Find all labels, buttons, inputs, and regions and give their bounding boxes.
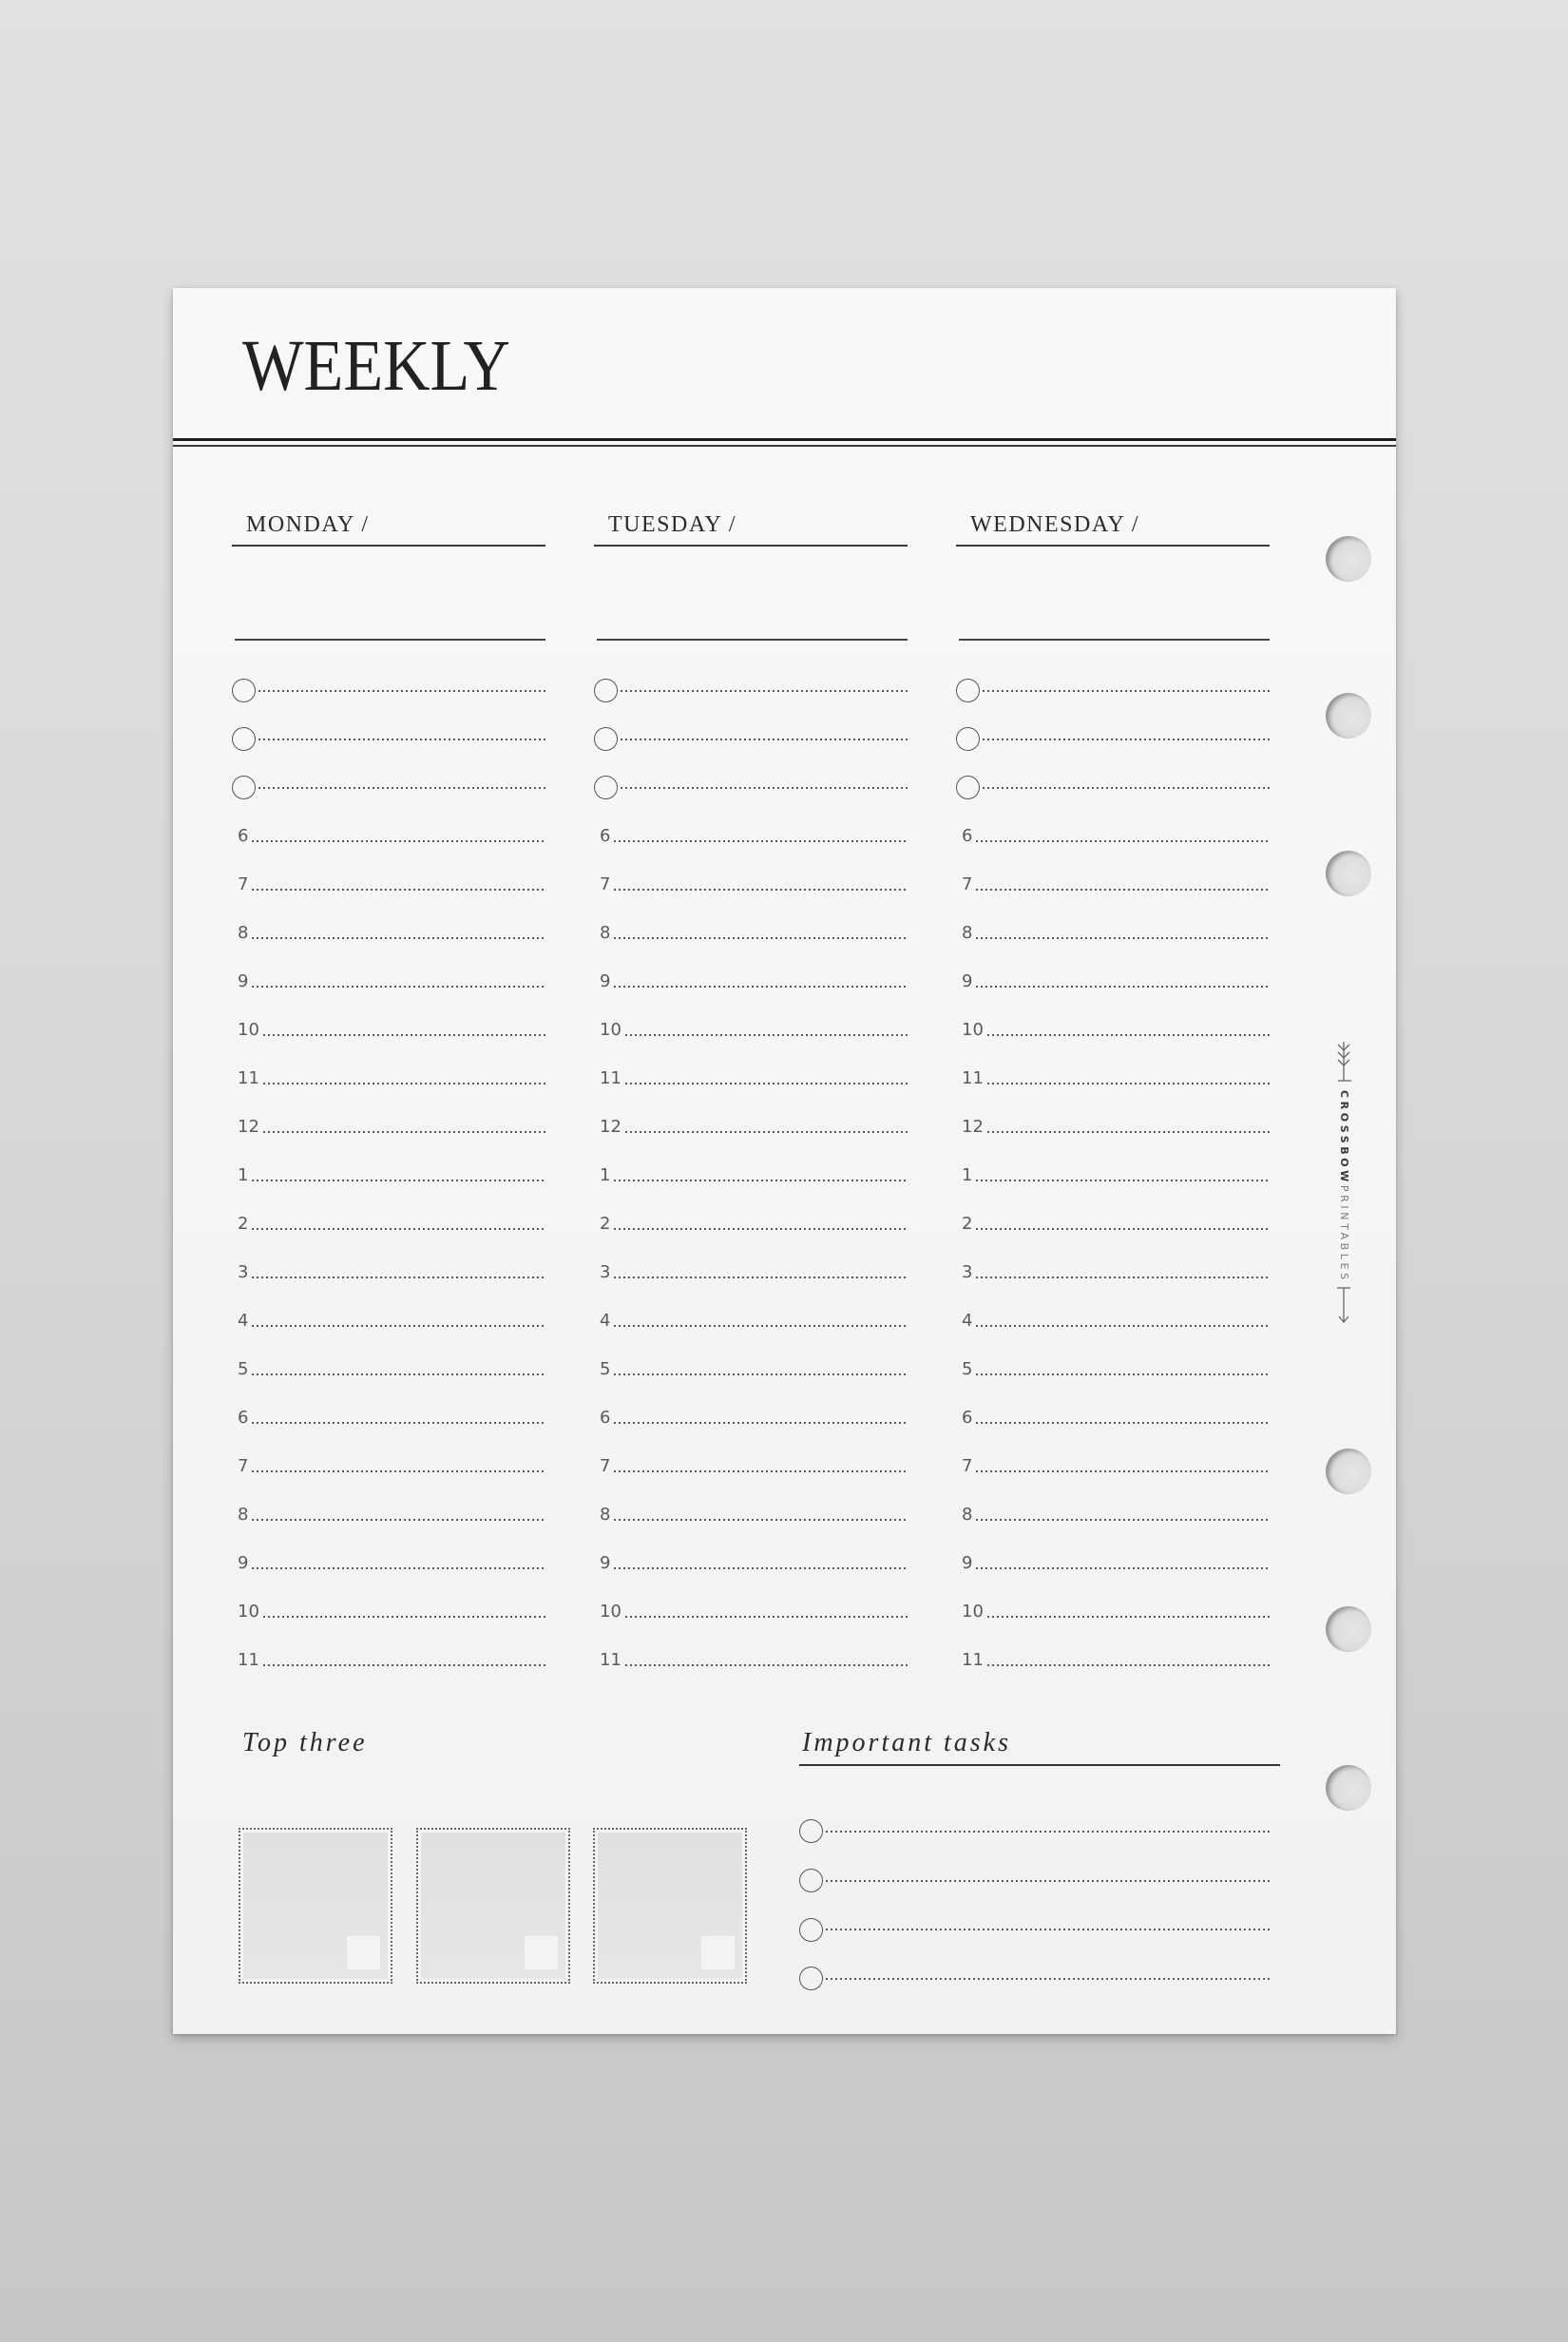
- hour-label: 9: [600, 1552, 611, 1573]
- hour-label: 10: [962, 1601, 984, 1622]
- hour-label: 7: [600, 1455, 611, 1476]
- dotted-line: [614, 1180, 908, 1181]
- hour-row: [232, 1054, 545, 1103]
- dotted-line: [614, 1228, 908, 1230]
- hour-row: [232, 860, 545, 909]
- dotted-line: [621, 787, 908, 789]
- hour-row: [594, 860, 908, 909]
- day-label-underline: [956, 545, 1270, 547]
- hour-label: 2: [962, 1213, 973, 1234]
- hour-row: [232, 1587, 545, 1636]
- hour-row: [956, 1054, 1270, 1103]
- hour-row: [594, 1054, 908, 1103]
- hour-label: 5: [962, 1358, 973, 1379]
- hour-row: [594, 1393, 908, 1442]
- hour-label: 8: [600, 1504, 611, 1525]
- hour-label: 11: [600, 1067, 621, 1088]
- top-three-box-2: [416, 1828, 570, 1984]
- hour-row: [594, 1539, 908, 1587]
- hour-row: [232, 1103, 545, 1151]
- dotted-line: [621, 739, 908, 740]
- dotted-line: [614, 1519, 908, 1521]
- dotted-line: [614, 1470, 908, 1472]
- brand-logo: [1336, 1090, 1351, 1283]
- hour-row: [956, 1539, 1270, 1587]
- dotted-line: [252, 1470, 545, 1472]
- binder-hole: [1326, 1606, 1371, 1652]
- day-label-underline: [594, 545, 908, 547]
- hour-row: [594, 1442, 908, 1490]
- dotted-line: [987, 1131, 1270, 1133]
- hour-row: [594, 1636, 908, 1684]
- hour-row: [232, 1151, 545, 1200]
- hour-row: [956, 909, 1270, 957]
- top-three-box-3: [593, 1828, 747, 1984]
- checkbox-circle: [956, 776, 980, 799]
- hour-row: [956, 1248, 1270, 1296]
- hour-row: [232, 1539, 545, 1587]
- important-tasks-underline: [799, 1764, 1280, 1766]
- day-notes-line: [959, 639, 1270, 641]
- dotted-line: [976, 1228, 1270, 1230]
- hour-row: [594, 1151, 908, 1200]
- hour-row: [956, 957, 1270, 1006]
- hour-row: [956, 1006, 1270, 1054]
- important-tasks-title: Important tasks: [802, 1728, 1011, 1757]
- hour-row: [594, 1006, 908, 1054]
- binder-hole: [1326, 1449, 1371, 1494]
- box-corner-square: [525, 1936, 558, 1969]
- brand-name-bold: CROSSBOW: [1338, 1090, 1350, 1185]
- hour-label: 11: [238, 1067, 259, 1088]
- hour-label: 7: [962, 1455, 973, 1476]
- dotted-line: [625, 1034, 908, 1036]
- dotted-line: [976, 1567, 1270, 1569]
- hour-label: 8: [238, 1504, 249, 1525]
- hour-label: 1: [962, 1164, 973, 1185]
- dotted-line: [987, 1664, 1270, 1666]
- hour-row: [956, 1296, 1270, 1345]
- hour-row: [232, 1345, 545, 1393]
- dotted-line: [263, 1034, 545, 1036]
- dotted-line: [976, 1325, 1270, 1327]
- hour-row: [956, 1490, 1270, 1539]
- hour-label: 10: [962, 1019, 984, 1040]
- todo-row: [594, 666, 908, 715]
- hour-label: 5: [238, 1358, 249, 1379]
- hour-label: 2: [238, 1213, 249, 1234]
- dotted-line: [252, 889, 545, 891]
- checkbox-circle: [799, 1918, 823, 1942]
- dotted-line: [987, 1616, 1270, 1618]
- checkbox-circle: [594, 776, 618, 799]
- hour-row: [956, 1636, 1270, 1684]
- dotted-line: [252, 1567, 545, 1569]
- dotted-line: [976, 889, 1270, 891]
- day-notes-line: [235, 639, 545, 641]
- hour-label: 4: [238, 1310, 249, 1331]
- hour-label: 10: [238, 1019, 259, 1040]
- dotted-line: [614, 986, 908, 988]
- hour-row: [232, 909, 545, 957]
- dotted-line: [258, 787, 545, 789]
- day-column-tuesday: [594, 288, 908, 2034]
- dotted-line: [976, 937, 1270, 939]
- day-label-wednesday: WEDNESDAY /: [970, 512, 1140, 537]
- hour-row: [956, 1151, 1270, 1200]
- dotted-line: [976, 1422, 1270, 1424]
- checkbox-circle: [232, 679, 256, 702]
- hour-label: 10: [600, 1019, 621, 1040]
- hour-label: 10: [600, 1601, 621, 1622]
- hour-row: [594, 1490, 908, 1539]
- page-title: WEEKLY: [242, 326, 510, 406]
- hour-label: 3: [600, 1261, 611, 1282]
- checkbox-circle: [799, 1819, 823, 1843]
- hour-label: 10: [238, 1601, 259, 1622]
- dotted-line: [976, 1519, 1270, 1521]
- dotted-line: [976, 1373, 1270, 1375]
- dotted-line: [987, 1083, 1270, 1085]
- hour-label: 7: [962, 873, 973, 894]
- hour-row: [956, 1587, 1270, 1636]
- dotted-line: [976, 986, 1270, 988]
- todo-row: [594, 763, 908, 812]
- todo-row: [232, 763, 545, 812]
- hour-label: 7: [600, 873, 611, 894]
- hour-row: [956, 1200, 1270, 1248]
- hour-label: 2: [600, 1213, 611, 1234]
- hour-label: 9: [238, 1552, 249, 1573]
- checkbox-circle: [956, 679, 980, 702]
- dotted-line: [614, 1325, 908, 1327]
- todo-row: [799, 1954, 1270, 2004]
- hour-label: 4: [962, 1310, 973, 1331]
- hour-label: 9: [600, 970, 611, 991]
- hour-row: [956, 860, 1270, 909]
- box-corner-square: [347, 1936, 380, 1969]
- hour-row: [232, 957, 545, 1006]
- checkbox-circle: [232, 727, 256, 751]
- hour-row: [232, 1442, 545, 1490]
- dotted-line: [976, 1470, 1270, 1472]
- dotted-line: [983, 787, 1270, 789]
- hour-label: 4: [600, 1310, 611, 1331]
- hour-label: 7: [238, 1455, 249, 1476]
- day-column-wednesday: [956, 288, 1270, 2034]
- hour-label: 6: [238, 1407, 249, 1428]
- hour-label: 3: [962, 1261, 973, 1282]
- hour-row: [594, 1587, 908, 1636]
- dotted-line: [252, 1228, 545, 1230]
- dotted-line: [826, 1831, 1270, 1833]
- dotted-line: [263, 1131, 545, 1133]
- top-three-title: Top three: [242, 1728, 368, 1757]
- hour-row: [956, 1345, 1270, 1393]
- hour-label: 8: [238, 922, 249, 943]
- hour-label: 6: [600, 825, 611, 846]
- todo-row: [799, 1856, 1270, 1906]
- dotted-line: [625, 1083, 908, 1085]
- dotted-line: [252, 1422, 545, 1424]
- hour-label: 1: [600, 1164, 611, 1185]
- dotted-line: [252, 986, 545, 988]
- checkbox-circle: [232, 776, 256, 799]
- checkbox-circle: [594, 727, 618, 751]
- dotted-line: [258, 690, 545, 692]
- hour-label: 11: [962, 1067, 984, 1088]
- dotted-line: [614, 1422, 908, 1424]
- dotted-line: [614, 840, 908, 842]
- binder-hole: [1326, 1765, 1371, 1811]
- dotted-line: [614, 1277, 908, 1278]
- dotted-line: [826, 1978, 1270, 1980]
- checkbox-circle: [956, 727, 980, 751]
- hour-row: [232, 1636, 545, 1684]
- dotted-line: [621, 690, 908, 692]
- planner-sheet: [173, 288, 1396, 2034]
- day-column-monday: [232, 288, 545, 2034]
- dotted-line: [614, 1373, 908, 1375]
- hour-label: 8: [962, 922, 973, 943]
- todo-row: [799, 1905, 1270, 1954]
- dotted-line: [625, 1616, 908, 1618]
- hour-row: [956, 812, 1270, 860]
- hour-row: [956, 1393, 1270, 1442]
- dotted-line: [252, 1519, 545, 1521]
- hour-label: 6: [600, 1407, 611, 1428]
- hour-label: 6: [238, 825, 249, 846]
- dotted-line: [976, 1180, 1270, 1181]
- day-label-tuesday: TUESDAY /: [608, 512, 737, 537]
- dotted-line: [252, 937, 545, 939]
- hour-row: [594, 1345, 908, 1393]
- dotted-line: [258, 739, 545, 740]
- hour-row: [232, 1296, 545, 1345]
- brand-name-light: PRINTABLES: [1338, 1184, 1350, 1283]
- hour-row: [594, 812, 908, 860]
- dotted-line: [252, 1180, 545, 1181]
- checkbox-circle: [799, 1967, 823, 1990]
- day-label-underline: [232, 545, 545, 547]
- hour-row: [956, 1103, 1270, 1151]
- day-notes-line: [597, 639, 908, 641]
- todo-row: [232, 715, 545, 763]
- binder-hole: [1326, 536, 1371, 582]
- hour-label: 3: [238, 1261, 249, 1282]
- hour-row: [232, 1248, 545, 1296]
- dotted-line: [614, 889, 908, 891]
- box-corner-square: [701, 1936, 735, 1969]
- hour-label: 6: [962, 825, 973, 846]
- dotted-line: [614, 1567, 908, 1569]
- dotted-line: [976, 1277, 1270, 1278]
- todo-row: [956, 715, 1270, 763]
- hour-row: [594, 1296, 908, 1345]
- dotted-line: [263, 1616, 545, 1618]
- hour-row: [594, 1103, 908, 1151]
- dotted-line: [976, 840, 1270, 842]
- hour-label: 12: [962, 1116, 984, 1137]
- hour-label: 8: [962, 1504, 973, 1525]
- hour-label: 9: [962, 1552, 973, 1573]
- hour-row: [594, 1200, 908, 1248]
- hour-label: 9: [962, 970, 973, 991]
- todo-row: [799, 1807, 1270, 1856]
- day-label-monday: MONDAY /: [246, 512, 370, 537]
- dotted-line: [263, 1664, 545, 1666]
- dotted-line: [252, 840, 545, 842]
- dotted-line: [826, 1880, 1270, 1882]
- checkbox-circle: [594, 679, 618, 702]
- hour-row: [594, 957, 908, 1006]
- todo-row: [956, 666, 1270, 715]
- hour-row: [232, 812, 545, 860]
- dotted-line: [614, 937, 908, 939]
- hour-label: 11: [238, 1649, 259, 1670]
- hour-label: 12: [238, 1116, 259, 1137]
- top-three-box-1: [239, 1828, 392, 1984]
- hour-row: [232, 1006, 545, 1054]
- hour-label: 6: [962, 1407, 973, 1428]
- todo-row: [594, 715, 908, 763]
- hour-label: 5: [600, 1358, 611, 1379]
- hour-label: 11: [600, 1649, 621, 1670]
- dotted-line: [987, 1034, 1270, 1036]
- dotted-line: [983, 690, 1270, 692]
- hour-row: [232, 1200, 545, 1248]
- dotted-line: [263, 1083, 545, 1085]
- hour-row: [232, 1490, 545, 1539]
- hour-label: 8: [600, 922, 611, 943]
- dotted-line: [252, 1277, 545, 1278]
- hour-row: [956, 1442, 1270, 1490]
- dotted-line: [625, 1664, 908, 1666]
- binder-hole: [1326, 693, 1371, 739]
- todo-row: [232, 666, 545, 715]
- checkbox-circle: [799, 1869, 823, 1892]
- hour-row: [594, 1248, 908, 1296]
- binder-hole: [1326, 851, 1371, 896]
- todo-row: [956, 763, 1270, 812]
- dotted-line: [252, 1373, 545, 1375]
- hour-row: [232, 1393, 545, 1442]
- hour-label: 11: [962, 1649, 984, 1670]
- hour-label: 7: [238, 873, 249, 894]
- dotted-line: [625, 1131, 908, 1133]
- hour-label: 9: [238, 970, 249, 991]
- hour-label: 12: [600, 1116, 621, 1137]
- hour-row: [594, 909, 908, 957]
- hour-label: 1: [238, 1164, 249, 1185]
- dotted-line: [252, 1325, 545, 1327]
- dotted-line: [826, 1929, 1270, 1930]
- dotted-line: [983, 739, 1270, 740]
